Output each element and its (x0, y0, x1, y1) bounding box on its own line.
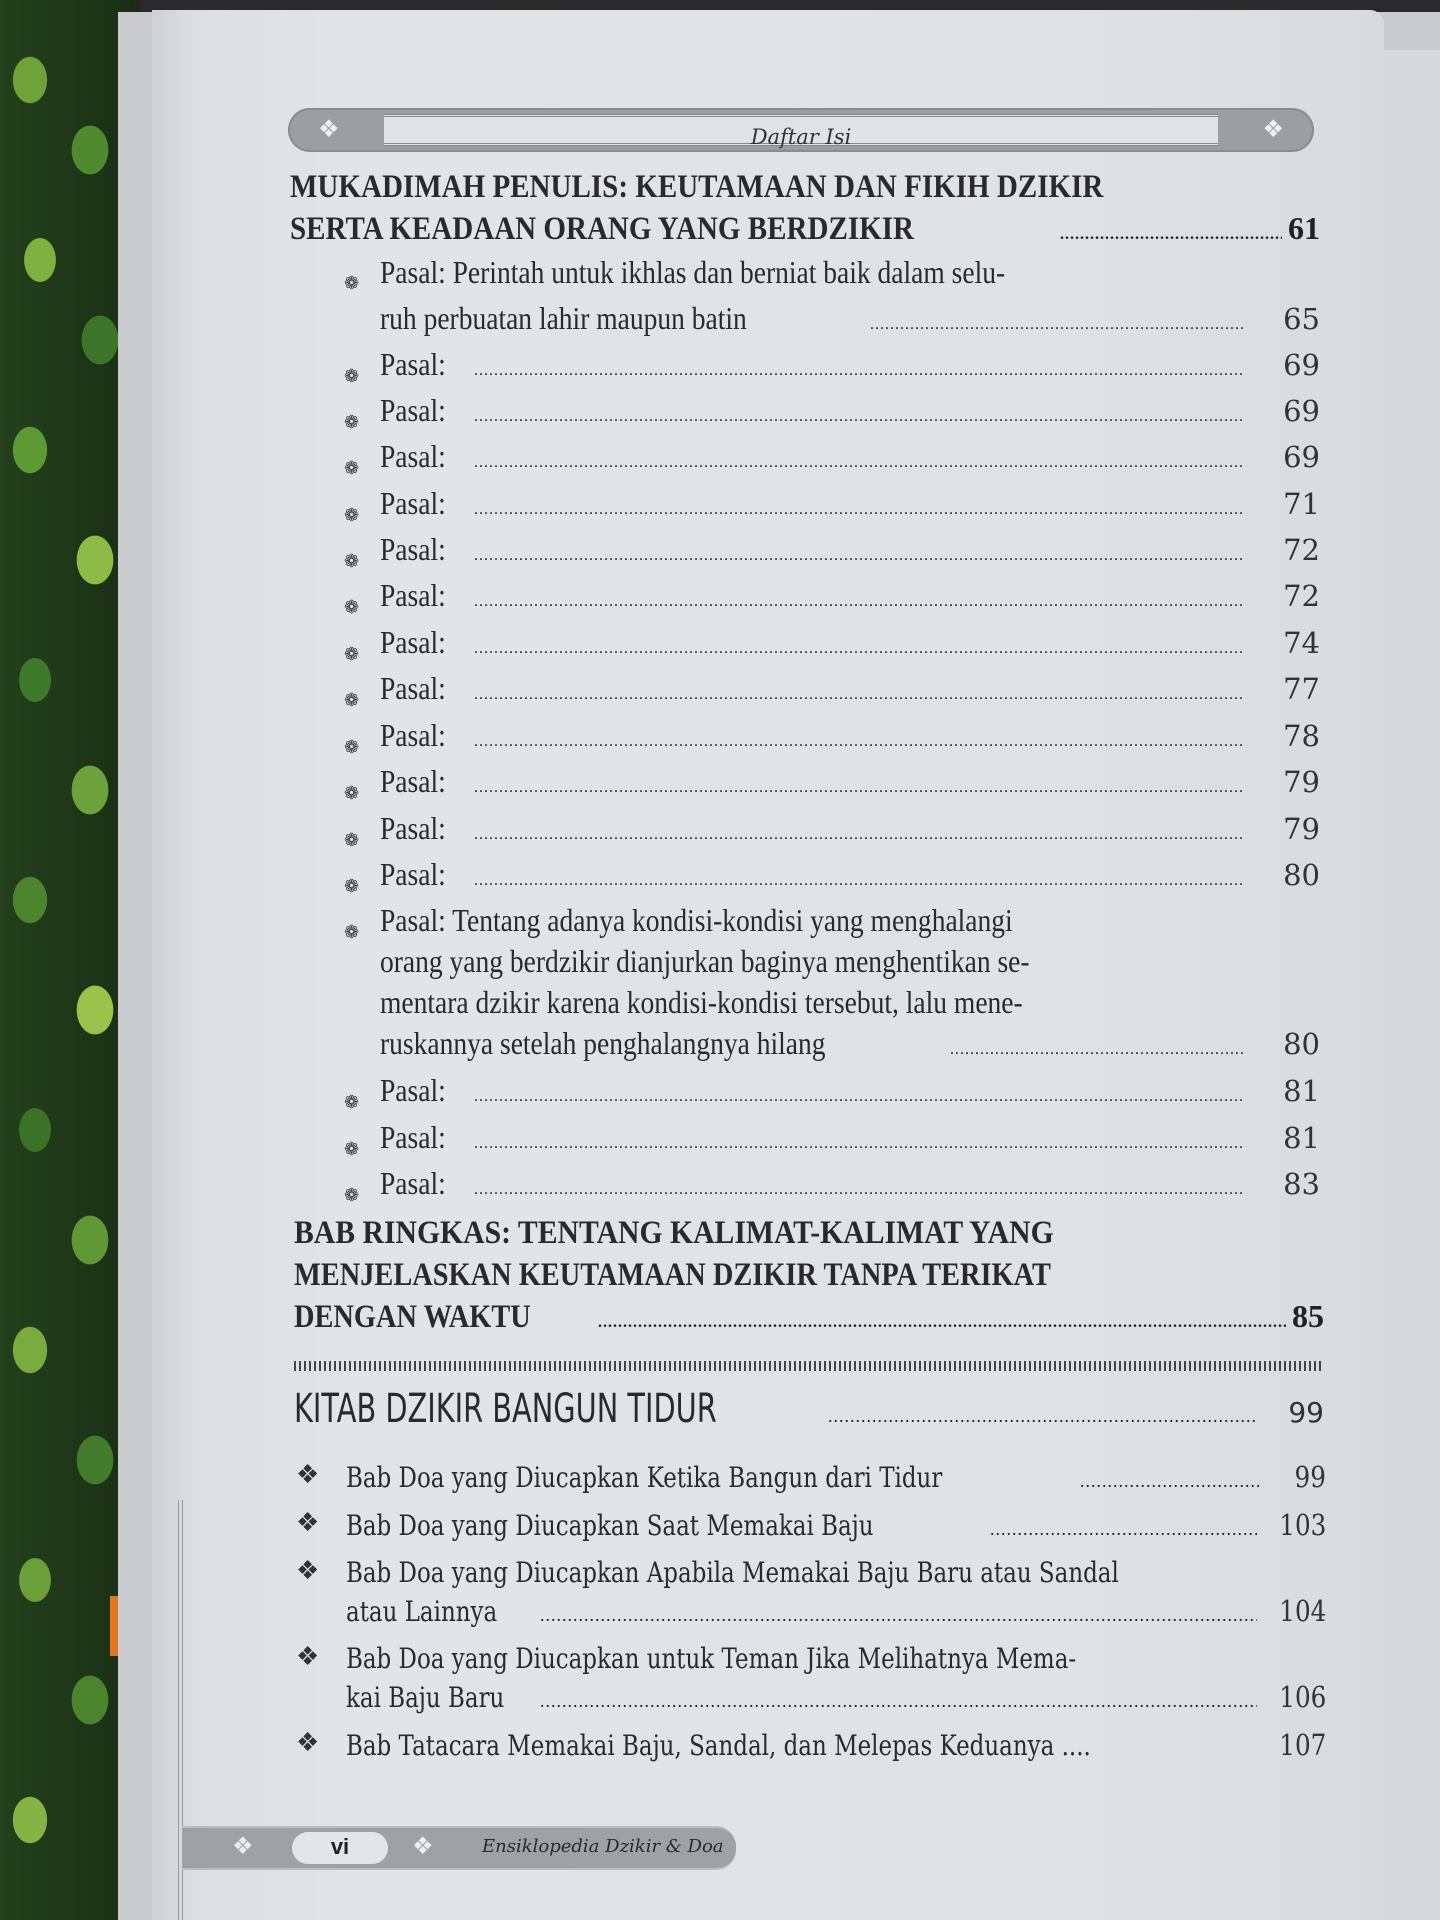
section-title-line: SERTA KEADAAN ORANG YANG BERDZIKIR (290, 211, 914, 247)
toc-entry[interactable] (380, 670, 1320, 707)
flower-bullet-icon: ❁ (344, 597, 360, 617)
page-number: 81 (1283, 1121, 1320, 1155)
toc-entry[interactable] (346, 1642, 1326, 1675)
section-divider (294, 1361, 1324, 1371)
page-number: 99 (1294, 1460, 1326, 1494)
dot-leader (540, 1605, 1257, 1626)
entry-text: Bab Tatacara Memakai Baju, Sandal, dan Melepas Keduanya .... (346, 1729, 1091, 1762)
dot-leader (474, 501, 1244, 519)
section-title-line: MUKADIMAH PENULIS: KEUTAMAAN DAN FIKIH DZIKIR (290, 169, 1104, 205)
entry-text: ruskannya setelah penghalangnya hilang (380, 1025, 826, 1061)
section-heading[interactable] (294, 1212, 1324, 1254)
dot-leader (828, 1406, 1258, 1427)
section-heading[interactable] (294, 1296, 1324, 1338)
entry-text: Pasal: Perintah untuk ikhlas dan berniat baik dalam selu- (380, 254, 1006, 290)
entry-text: Pasal: (380, 763, 446, 799)
flower-bullet-icon: ❁ (344, 644, 360, 664)
page-number: 72 (1283, 533, 1320, 567)
entry-text: Pasal: (380, 531, 446, 567)
dot-leader (474, 454, 1244, 472)
entry-text: Pasal: (380, 1072, 446, 1108)
page-number: 99 (1288, 1396, 1324, 1429)
dot-leader (474, 547, 1244, 565)
toc-entry[interactable] (380, 485, 1320, 522)
dot-leader (474, 593, 1244, 611)
entry-text: mentara dzikir karena kondisi-kondisi tersebut, lalu mene- (380, 984, 1023, 1020)
toc-entry[interactable] (380, 763, 1320, 800)
entry-text: Bab Doa yang Diucapkan untuk Teman Jika Melihatnya Mema- (346, 1642, 1077, 1675)
section-title-line: MENJELASKAN KEUTAMAAN DZIKIR TANPA TERIKAT (294, 1257, 1051, 1293)
flower-bullet-icon: ❁ (344, 830, 360, 850)
page-number: 61 (1288, 210, 1320, 246)
toc-entry[interactable] (380, 810, 1320, 847)
entry-text: atau Lainnya (346, 1595, 498, 1628)
flower-bullet-icon: ❁ (344, 1139, 360, 1159)
entry-text: Pasal: (380, 1165, 446, 1201)
entry-text: Pasal: (380, 1119, 446, 1155)
entry-text: Bab Doa yang Diucapkan Saat Memakai Baju (346, 1509, 874, 1542)
flower-bullet-icon: ❁ (344, 366, 360, 386)
ornament-icon: ❖ (318, 117, 340, 143)
page-number: 79 (1283, 765, 1320, 799)
page-number: 65 (1283, 302, 1320, 336)
toc-entry[interactable] (346, 1728, 1326, 1762)
page-number: 71 (1283, 487, 1320, 521)
toc-entry[interactable] (380, 1165, 1320, 1202)
page-title: Daftar Isi (750, 125, 852, 149)
dot-leader (474, 1135, 1244, 1153)
diamond-bullet-icon: ❖ (296, 1460, 320, 1489)
diamond-bullet-icon: ❖ (296, 1556, 320, 1585)
page-number: 74 (1283, 626, 1320, 660)
toc-entry[interactable] (380, 717, 1320, 754)
toc-entry[interactable] (380, 531, 1320, 568)
entry-text: Pasal: Tentang adanya kondisi-kondisi yang menghalangi (380, 902, 1013, 938)
section-title-line: DENGAN WAKTU (294, 1299, 531, 1335)
ornament-icon: ❖ (412, 1834, 434, 1860)
diamond-bullet-icon: ❖ (296, 1642, 320, 1671)
dot-leader (474, 686, 1244, 704)
page-number: 107 (1278, 1728, 1326, 1762)
section-heading[interactable] (290, 166, 1320, 208)
page-number: 80 (1283, 1027, 1320, 1061)
page-number: 81 (1283, 1074, 1320, 1108)
flower-bullet-icon: ❁ (344, 737, 360, 757)
footer-page-number: vi (330, 1834, 350, 1859)
dot-leader (950, 1041, 1244, 1059)
entry-text: Pasal: (380, 392, 446, 428)
toc-entry[interactable] (380, 438, 1320, 475)
kitab-heading[interactable] (294, 1386, 1324, 1432)
page-number: 79 (1283, 812, 1320, 846)
dot-leader (474, 408, 1244, 426)
entry-text: Pasal: (380, 856, 446, 892)
entry-text: Bab Doa yang Diucapkan Apabila Memakai Baju Baru atau Sandal (346, 1556, 1119, 1589)
dot-leader (870, 316, 1244, 334)
footer-banner (182, 1826, 736, 1870)
dot-leader (990, 1519, 1257, 1540)
flower-bullet-icon: ❁ (344, 783, 360, 803)
diamond-bullet-icon: ❖ (296, 1508, 320, 1537)
entry-text: Pasal: (380, 717, 446, 753)
dot-leader (1060, 226, 1282, 244)
flower-bullet-icon: ❁ (344, 1185, 360, 1205)
kitab-title: KITAB DZIKIR BANGUN TIDUR (294, 1386, 717, 1432)
section-heading[interactable] (290, 208, 1320, 250)
entry-text: Pasal: (380, 810, 446, 846)
dot-leader (540, 1691, 1257, 1712)
flower-bullet-icon: ❁ (344, 690, 360, 710)
toc-entry[interactable] (346, 1594, 1326, 1628)
flower-bullet-icon: ❁ (344, 551, 360, 571)
toc-entry[interactable] (380, 346, 1320, 383)
entry-text: Pasal: (380, 670, 446, 706)
page-number: 69 (1283, 440, 1320, 474)
dot-leader (474, 1088, 1244, 1106)
dot-leader (1080, 1471, 1259, 1492)
entry-text: Pasal: (380, 577, 446, 613)
dot-leader (474, 640, 1244, 658)
dot-leader (474, 1181, 1244, 1199)
page-number: 80 (1283, 858, 1320, 892)
page-number-pill (292, 1832, 388, 1864)
dot-leader (474, 733, 1244, 751)
page-number: 106 (1278, 1680, 1326, 1714)
dot-leader (474, 779, 1244, 797)
entry-text: kai Baju Baru (346, 1681, 505, 1714)
ornament-icon: ❖ (1262, 117, 1284, 143)
dot-leader (474, 826, 1244, 844)
toc-entry[interactable] (346, 1460, 1326, 1494)
entry-text: Pasal: (380, 624, 446, 660)
toc-entry[interactable] (380, 1119, 1320, 1156)
page-number: 69 (1283, 348, 1320, 382)
toc-entry[interactable] (380, 902, 1320, 939)
page-number: 72 (1283, 579, 1320, 613)
toc-entry[interactable] (380, 856, 1320, 893)
flower-bullet-icon: ❁ (344, 458, 360, 478)
diamond-bullet-icon: ❖ (296, 1728, 320, 1757)
dot-leader (474, 872, 1244, 890)
flower-bullet-icon: ❁ (344, 876, 360, 896)
toc-entry[interactable] (346, 1680, 1326, 1714)
toc-entry[interactable] (380, 943, 1320, 980)
flower-bullet-icon: ❁ (344, 922, 360, 942)
entry-text: ruh perbuatan lahir maupun batin (380, 300, 747, 336)
flower-bullet-icon: ❁ (344, 412, 360, 432)
flower-bullet-icon: ❁ (344, 273, 360, 293)
ornament-icon: ❖ (232, 1834, 254, 1860)
entry-text: Bab Doa yang Diucapkan Ketika Bangun dari Tidur (346, 1461, 943, 1494)
entry-text: Pasal: (380, 346, 446, 382)
page-number: 103 (1278, 1508, 1326, 1542)
toc-entry[interactable] (346, 1508, 1326, 1542)
page-number: 83 (1283, 1167, 1320, 1201)
page-number: 104 (1278, 1594, 1326, 1628)
entry-text: Pasal: (380, 438, 446, 474)
toc-entry[interactable] (380, 300, 1320, 337)
dot-leader (474, 362, 1244, 380)
entry-text: orang yang berdzikir dianjurkan baginya menghentikan se- (380, 943, 1030, 979)
flower-bullet-icon: ❁ (344, 1092, 360, 1112)
toc-entry[interactable] (380, 624, 1320, 661)
page-number: 77 (1283, 672, 1320, 706)
footer-book-title: Ensiklopedia Dzikir & Doa (482, 1836, 724, 1857)
toc-entry[interactable] (380, 577, 1320, 614)
toc-entry[interactable] (380, 1072, 1320, 1109)
toc-entry[interactable] (346, 1556, 1326, 1589)
page-number: 69 (1283, 394, 1320, 428)
page-number: 85 (1292, 1298, 1324, 1334)
toc-entry[interactable] (380, 984, 1320, 1021)
toc-entry[interactable] (380, 392, 1320, 429)
toc-entry[interactable] (380, 1025, 1320, 1062)
flower-bullet-icon: ❁ (344, 505, 360, 525)
toc-entry[interactable] (380, 254, 1320, 291)
dot-leader (598, 1314, 1286, 1332)
section-title-line: BAB RINGKAS: TENTANG KALIMAT-KALIMAT YANG (294, 1215, 1054, 1251)
entry-text: Pasal: (380, 485, 446, 521)
page-number: 78 (1283, 719, 1320, 753)
section-heading[interactable] (294, 1254, 1324, 1296)
